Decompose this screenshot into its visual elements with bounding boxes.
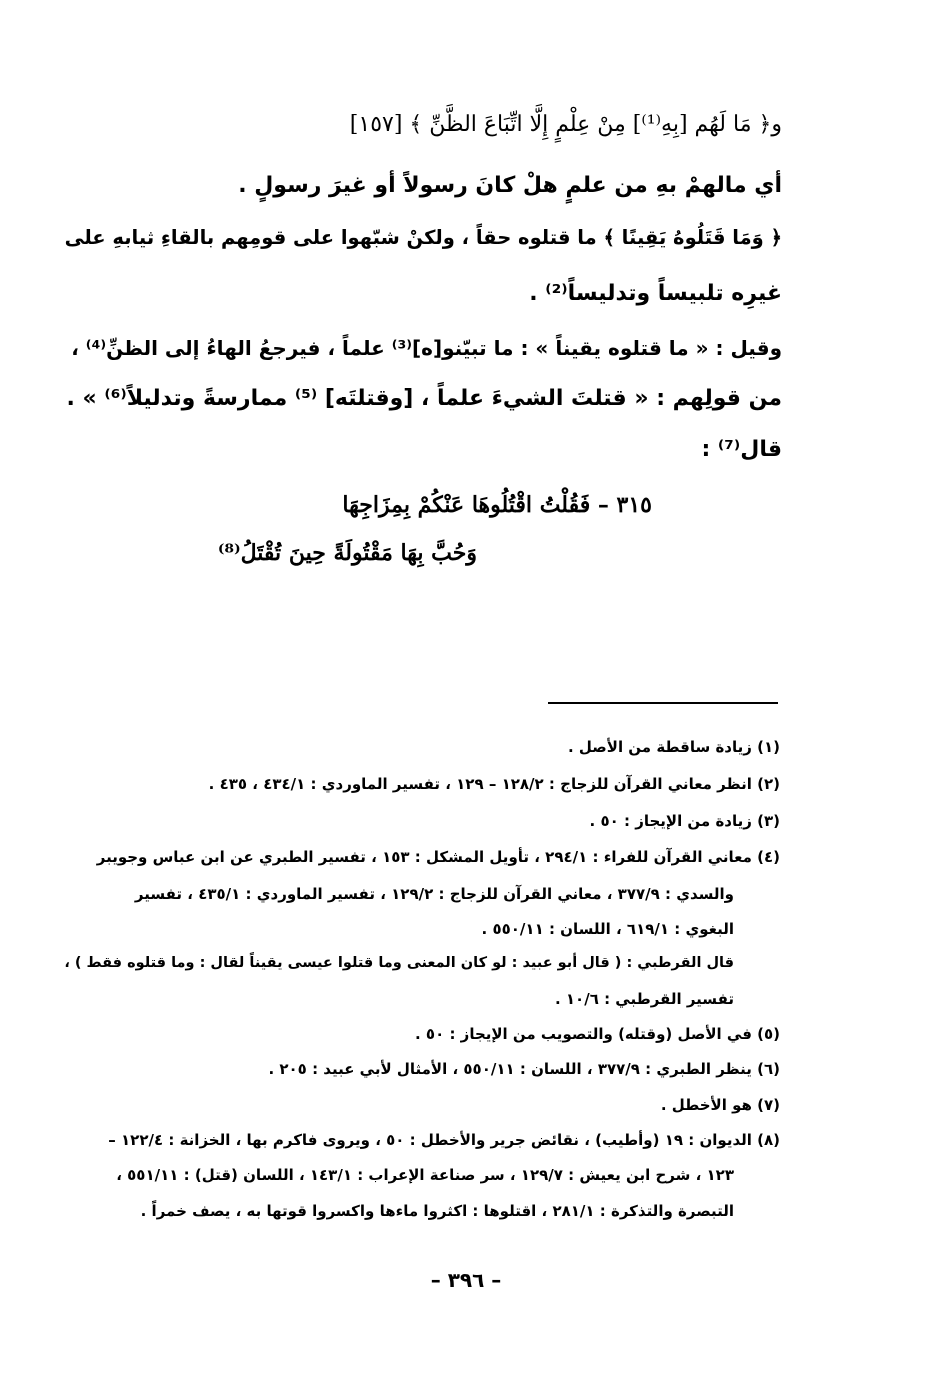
footnote-line: (١) زيادة ساقطة من الأصل . [567, 738, 780, 756]
footnote-line: والسدي : ٣٧٧/٩ ، معاني القرآن للزجاج : ١٢٩/٢ ، تفسير الماوردي : ٤٣٥/١ ، تفسير [134, 885, 734, 903]
footnote-line: (٧) هو الأخطل . [660, 1096, 780, 1114]
footnote-line: ١٢٣ ، شرح ابن يعيش : ١٢٩/٧ ، سر صناعة الإعراب : ١٤٣/١ ، اللسان (قتل) : ٥٥١/١١ ، [116, 1166, 734, 1184]
footnote-line: (٢) انظر معاني القرآن للزجاج : ١٢٨/٢ – ١٢٩ ، تفسير الماوردي : ٤٣٤/١ ، ٤٣٥ . [208, 775, 780, 793]
footnote-line: البغوي : ٦١٩/١ ، اللسان : ٥٥٠/١١ . [481, 920, 734, 938]
main-text-line: ﴿ وَمَا قَتَلُوهُ يَقِينًا ﴾ ما قتلوه حقاً ، ولكنْ شبّهوا على قومِهم بالقاءِ ثيابهِ على [64, 226, 782, 249]
footnote-divider [548, 702, 778, 704]
quran-verse-line [350, 112, 782, 137]
footnote-line: قال القرطبي : ( قال أبو عبيد : لو كان المعنى وما قتلوا عيسى يقيناً لقال : وما قتلوه فقط ) ، [64, 955, 734, 971]
footnote-line: (٨) الديوان : ١٩ (وأطيب) ، نقائض جرير والأخطل : ٥٠ ، ويروى فاكرم بها ، الخزانة : ١٢٢/٤ – [108, 1131, 780, 1149]
footnote-line: (٥) في الأصل (وقتله) والتصويب من الإيجاز : ٥٠ . [415, 1025, 780, 1043]
main-text-line: و﴿ مَا لَهُم [بِهِ⁽¹⁾] مِنْ عِلْمٍ إِلَّا اتِّبَاعَ الظَّنِّ ﴾ [١٥٧] [349, 112, 782, 137]
main-text-line: وقيل : « ما قتلوه يقيناً » : ما تبيّنو[ه]⁽³⁾ علماً ، فيرجعُ الهاءُ إلى الظنِّ⁽⁴⁾ ، [71, 336, 782, 360]
page-number: – ٣٩٦ – [430, 1268, 502, 1292]
main-text-line: أي مالهمْ بهِ من علمٍ هلْ كانَ رسولاً أو غيرَ رسولٍ . [238, 173, 782, 198]
footnote-line: التبصرة والتذكرة : ٢٨١/١ ، اقتلوها : اكثروا ماءها واكسروا قوتها به ، يصف خمراً . [140, 1202, 734, 1220]
verse-hemistich-first: ٣١٥ – فَقُلْتُ اقْتُلُوهَا عَنْكُمْ بِمِزَاجِهَا [342, 492, 652, 518]
footnote-line: (٣) زيادة من الإيجاز : ٥٠ . [589, 812, 780, 830]
footnote-line: تفسير القرطبي : ١٠/٦ . [554, 990, 734, 1008]
main-text-line: غيرِه تلبيساً وتدليساً⁽²⁾ . [529, 281, 782, 306]
footnote-line: (٦) ينظر الطبري : ٣٧٧/٩ ، اللسان : ٥٥٠/١١ ، الأمثال لأبي عبيد : ٢٠٥ . [268, 1060, 780, 1078]
verse-hemistich-second: وَحُبَّ بِهَا مَقْتُولَةً حِينَ تُقْتَلُ⁽⁸⁾ [217, 540, 477, 566]
footnote-line: (٤) معاني القرآن للفراء : ٢٩٤/١ ، تأويل المشكل : ١٥٣ ، تفسير الطبري عن ابن عباس وجويبر [96, 848, 780, 866]
main-text-line: من قولِهم : « قتلتَ الشيءَ علماً ، [وقتلتَه] ⁽⁵⁾ ممارسةً وتدليلاً⁽⁶⁾ » . [66, 386, 782, 411]
main-text-line: قال⁽⁷⁾ : [701, 437, 782, 462]
